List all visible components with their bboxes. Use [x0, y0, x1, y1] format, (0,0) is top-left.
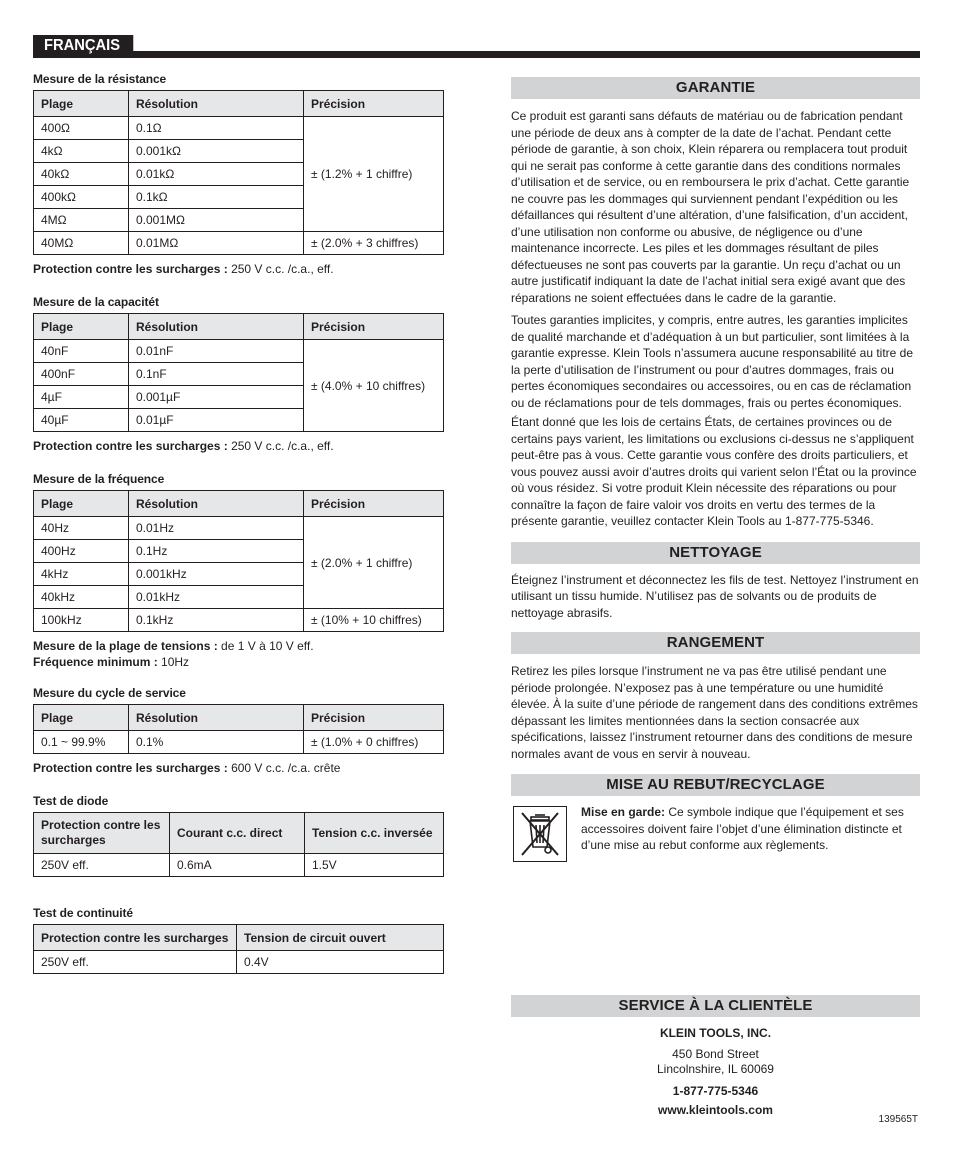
cleaning-paragraph: Éteignez l’instrument et déconnectez les fils de test. Nettoyez l’instrument en utilisant un tissu humide. N’utilisez pas de solvants ou de produits de nettoyage abrasifs. [511, 572, 919, 620]
table-row [34, 117, 444, 140]
capacitance-protection: Protection contre les surcharges : 250 V c.c. /c.a., eff. [33, 439, 334, 453]
resolution-cell: 0.01kΩ [129, 163, 304, 186]
resolution-cell: 0.1kΩ [129, 186, 304, 209]
header-plage: Plage [34, 491, 129, 517]
range-cell: 400nF [34, 363, 129, 386]
resistance-table [33, 90, 444, 255]
storage-banner: RANGEMENT [511, 632, 920, 654]
header-precision: Précision [304, 491, 444, 517]
city: Lincolnshire, IL 60069 [657, 1062, 774, 1076]
diode-title: Test de diode [33, 794, 109, 808]
resolution-cell: 0.01Hz [129, 517, 304, 540]
disposal-block [511, 804, 920, 862]
header-plage: Plage [34, 314, 129, 340]
disposal-banner: MISE AU REBUT/RECYCLAGE [511, 774, 920, 796]
document-number: 139565T [878, 1114, 918, 1125]
resolution-cell: 0.001µF [129, 386, 304, 409]
address [511, 1047, 920, 1077]
website-link[interactable]: www.kleintools.com [658, 1103, 773, 1117]
resolution-cell: 0.01nF [129, 340, 304, 363]
cleaning-banner: NETTOYAGE [511, 542, 920, 564]
accuracy-cell: ± (1.2% + 1 chiffre) [304, 117, 444, 232]
resolution-cell: 0.01kHz [129, 586, 304, 609]
header-rule [33, 51, 920, 58]
header-reverse-voltage: Tension c.c. inversée [305, 813, 444, 854]
resolution-cell: 0.001MΩ [129, 209, 304, 232]
resolution-cell: 0.1nF [129, 363, 304, 386]
capacitance-title: Mesure de la capacitét [33, 295, 159, 309]
header-plage: Plage [34, 91, 129, 117]
resolution-cell: 0.1% [129, 731, 304, 754]
warranty-paragraph-1: Ce produit est garanti sans défauts de matériau ou de fabrication pendant une période de deux ans à compter de la date de l’achat. Pendant cette période de garantie, à son choix, Klein réparera ou remplacera tout produit qui ne serait pas conforme à cette garantie dans des conditions normales d’utilisation et de service, ou en remboursera le prix d’achat. Cette garantie ne couvre pas les dommages qui surviennent pendant l’expédition ou les défaillances qui résultent d’une altération, d’une falsification, d’un accident, d’une utilisation non conforme ou abusive, de négligence ou d’une maintenance incorrecte. Les piles et les dommages résultant de piles défectueuses ne sont pas couverts par la garantie. Un reçu d’achat ou un autre justificatif indiquant la date de l’achat initial sera exigé avant que des réparations ne soient effectuées dans le cadre de la garantie. [511, 109, 910, 305]
accuracy-cell: ± (10% + 10 chiffres) [304, 609, 444, 632]
resistance-title: Mesure de la résistance [33, 72, 167, 86]
range-cell: 4µF [34, 386, 129, 409]
resistance-protection: Protection contre les surcharges : 250 V c.c. /c.a., eff. [33, 262, 334, 276]
table-row [34, 731, 444, 754]
header-precision: Précision [304, 705, 444, 731]
resolution-cell: 0.01µF [129, 409, 304, 432]
table-row [34, 951, 444, 974]
accuracy-cell: ± (2.0% + 3 chiffres) [304, 232, 444, 255]
header-precision: Précision [304, 314, 444, 340]
diode-table [33, 812, 444, 877]
frequency-notes [33, 638, 443, 670]
storage-paragraph: Retirez les piles lorsque l’instrument ne va pas être utilisé pendant une période prolongée. N’exposez pas à une température ou une humidité élevée. À la suite d’une période de rangement dans des conditions extrêmes dépassant les limites mentionnées dans la section consacrée aux spécifications, laissez l’instrument retourner dans des conditions de mesure normales avant de vous en servir à nouveau. [511, 664, 918, 761]
table-row [34, 517, 444, 540]
customer-service-block [511, 1026, 920, 1117]
company-name: KLEIN TOOLS, INC. [659, 1026, 772, 1040]
header-resolution: Résolution [129, 705, 304, 731]
resolution-cell: 0.1Hz [129, 540, 304, 563]
range-cell: 4MΩ [34, 209, 129, 232]
range-cell: 40MΩ [34, 232, 129, 255]
street: 450 Bond Street [672, 1047, 759, 1061]
voltage-range-note: Mesure de la plage de tensions : de 1 V à 10 V eff. [33, 639, 314, 653]
range-cell: 40nF [34, 340, 129, 363]
range-cell: 400Ω [34, 117, 129, 140]
min-frequency-note: Fréquence minimum : 10Hz [33, 655, 190, 669]
range-cell: 4kΩ [34, 140, 129, 163]
continuity-table [33, 924, 444, 974]
capacitance-table [33, 313, 444, 432]
resolution-cell: 0.001kHz [129, 563, 304, 586]
header-protection: Protection contre les surcharges [34, 925, 237, 951]
frequency-table [33, 490, 444, 632]
table-row [34, 854, 444, 877]
voltage-cell: 1.5V [305, 854, 444, 877]
resolution-cell: 0.01MΩ [129, 232, 304, 255]
header-resolution: Résolution [129, 491, 304, 517]
resolution-cell: 0.001kΩ [129, 140, 304, 163]
header-precision: Précision [304, 91, 444, 117]
range-cell: 40kΩ [34, 163, 129, 186]
protection-cell: 250V eff. [34, 854, 170, 877]
warranty-paragraph-2: Toutes garanties implicites, y compris, entre autres, les garanties implicites de qualité marchande et d’adéquation à un but particulier, sont limitées à la garantie expresse. Klein Tools n’assumera aucune responsabilité au titre de la perte d’utilisation de l’instrument ou pour d’autres dommages, frais ou pertes économiques secondaires ou accessoires, ou en cas de réclamation ou de réclamations pour de tels dommages, frais ou pertes économiques. [511, 313, 914, 410]
resolution-cell: 0.1kHz [129, 609, 304, 632]
header-resolution: Résolution [129, 314, 304, 340]
header-plage: Plage [34, 705, 129, 731]
range-cell: 40kHz [34, 586, 129, 609]
crossed-out-wheelie-bin-icon [513, 806, 567, 862]
duty-protection: Protection contre les surcharges : 600 V c.c. /c.a. crête [33, 761, 341, 775]
continuity-title: Test de continuité [33, 906, 133, 920]
service-banner: SERVICE À LA CLIENTÈLE [511, 995, 920, 1017]
protection-cell: 250V eff. [34, 951, 237, 974]
range-cell: 100kHz [34, 609, 129, 632]
range-cell: 0.1 ~ 99.9% [34, 731, 129, 754]
accuracy-cell: ± (1.0% + 0 chiffres) [304, 731, 444, 754]
language-tab: FRANÇAIS [33, 35, 133, 57]
specs-column [33, 72, 443, 974]
header-open-circuit-voltage: Tension de circuit ouvert [237, 925, 444, 951]
table-row [34, 340, 444, 363]
range-cell: 40µF [34, 409, 129, 432]
duty-title: Mesure du cycle de service [33, 686, 186, 700]
header-forward-current: Courant c.c. direct [170, 813, 305, 854]
current-cell: 0.6mA [170, 854, 305, 877]
voltage-cell: 0.4V [237, 951, 444, 974]
phone-number: 1-877-775-5346 [672, 1084, 759, 1098]
warranty-banner: GARANTIE [511, 77, 920, 99]
table-row [34, 609, 444, 632]
range-cell: 400kΩ [34, 186, 129, 209]
disposal-warning: Mise en garde: Ce symbole indique que l’équipement et ses accessoires doivent faire l’objet d’une élimination distincte et d’une mise au rebut conforme aux règlements. [581, 805, 904, 852]
warranty-paragraph-3: Étant donné que les lois de certains États, de certaines provinces ou de certains pays varient, les limitations ou exclusions ci-dessus ne s’appliquent peut-être pas à vous. Cette garantie vous confère des droits particuliers, et vous pouvez aussi avoir d’autres droits qui varient selon l’État ou la province où vous résidez. Si votre produit Klein nécessite des réparations ou pour connaître la façon de faire valoir vos droits en vertu des termes de la présente garantie, veuillez contacter Klein Tools au 1-877-775-5346. [511, 415, 917, 528]
header-protection: Protection contre les surcharges [34, 813, 170, 854]
table-row [34, 232, 444, 255]
resolution-cell: 0.1Ω [129, 117, 304, 140]
duty-table [33, 704, 444, 754]
range-cell: 400Hz [34, 540, 129, 563]
header-resolution: Résolution [129, 91, 304, 117]
accuracy-cell: ± (2.0% + 1 chiffre) [304, 517, 444, 609]
range-cell: 40Hz [34, 517, 129, 540]
range-cell: 4kHz [34, 563, 129, 586]
frequency-title: Mesure de la fréquence [33, 472, 165, 486]
info-column [511, 77, 920, 1117]
accuracy-cell: ± (4.0% + 10 chiffres) [304, 340, 444, 432]
